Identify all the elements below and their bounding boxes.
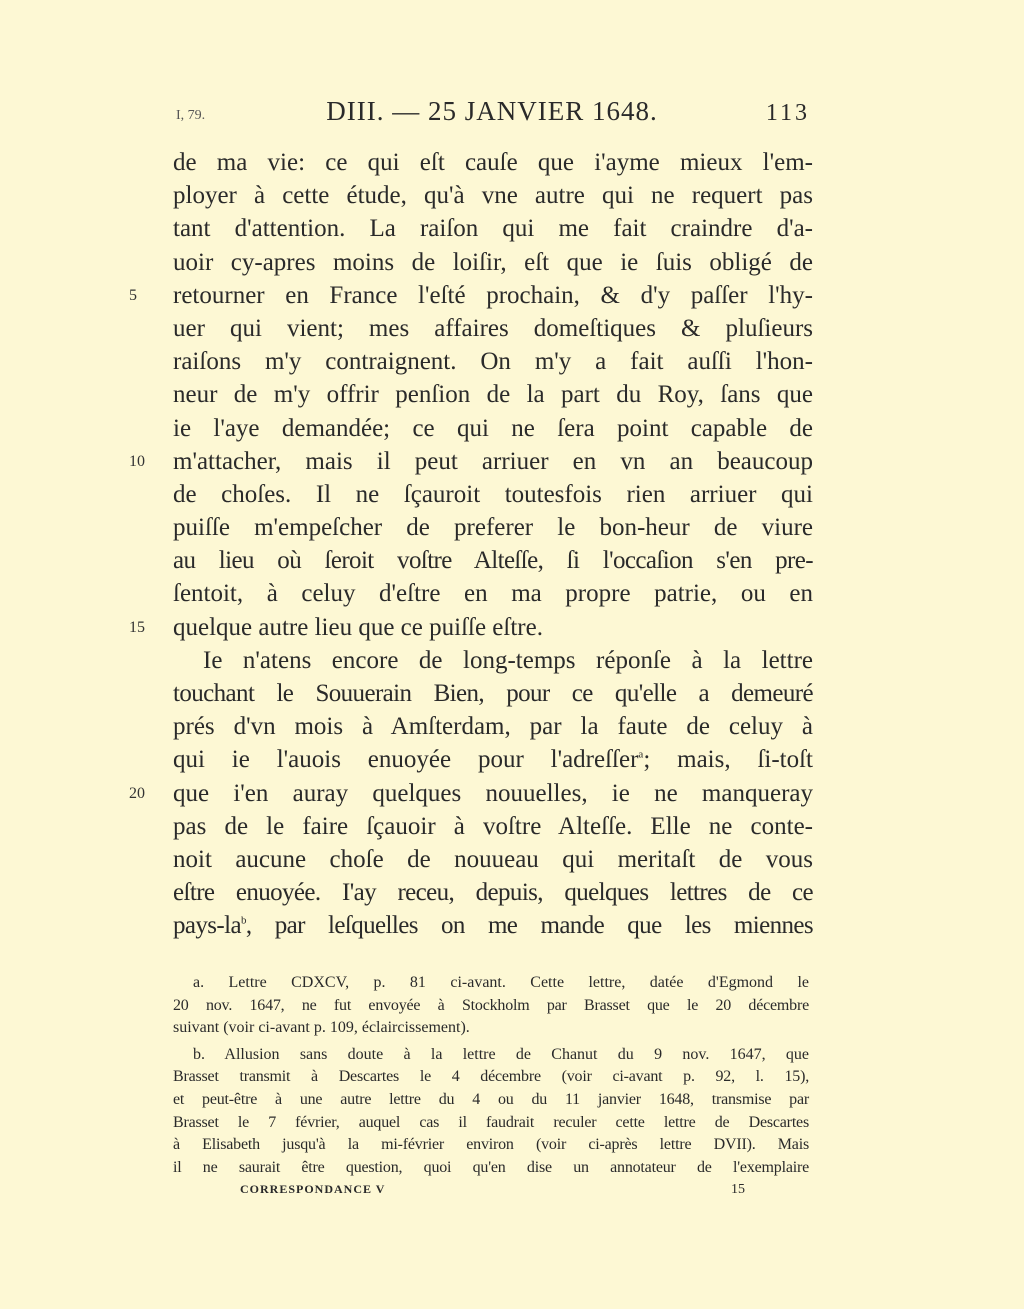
letter-text xyxy=(129,146,814,943)
header-reference: I, 79. xyxy=(176,108,206,123)
line-number: 5 xyxy=(129,286,137,304)
footnote-line: suivant (voir ci-avant p. 109, éclaircissement). xyxy=(173,1019,470,1037)
text-line: 20 que i'en auray quelques nouuelles, ie ne manqueray xyxy=(173,777,813,810)
line-number: 15 xyxy=(129,618,145,636)
text-line: au lieu où ſeroit voſtre Alteſſe, ſi l'occaſion s'en pre- xyxy=(173,547,813,575)
text-line: 15 quelque autre lieu que ce puiſſe eſtre. xyxy=(173,611,813,644)
footnote-line: Brasset transmit à Descartes le 4 décembre (voir ci-avant p. 92, l. 15), xyxy=(173,1068,809,1086)
text-line: touchant le Souuerain Bien, pour ce qu'elle a demeuré xyxy=(173,680,813,707)
text-line: pas de le faire ſçauoir à voſtre Alteſſe. Elle ne conte- xyxy=(173,812,813,840)
footnote-line: 20 nov. 1647, ne fut envoyée à Stockholm par Brasset que le 20 décembre xyxy=(173,996,809,1014)
text-line: 5 retourner en France l'eſté prochain, & d'y paſſer l'hy- xyxy=(173,279,813,312)
text-line: prés d'vn mois à Amſterdam, par la faute de celuy à xyxy=(173,713,813,741)
footnote-line: Brasset le 7 février, auquel cas il faudrait reculer cette lettre de Descartes xyxy=(173,1113,809,1131)
text-line: de choſes. Il ne ſçauroit toutesfois rien arriuer qui xyxy=(173,480,813,508)
text-line: ployer à cette étude, qu'à vne autre qui ne requert pas xyxy=(173,182,813,210)
text-line: raiſons m'y contraignent. On m'y a fait auſſi l'hon- xyxy=(173,348,813,376)
text-line: tant d'attention. La raiſon qui me fait craindre d'a- xyxy=(173,215,813,243)
text-line: Ie n'atens encore de long-temps réponſe à la lettre xyxy=(203,646,813,674)
footnote-line: à Elisabeth jusqu'à la mi-février environ (voir ci-après lettre DVII). Mais xyxy=(173,1136,809,1154)
text-line: noit aucune choſe de nouueau qui meritaſt de vous xyxy=(173,845,813,873)
text-line: pays-$la^b$, par leſquelles on me mande que les miennes xyxy=(173,912,813,940)
sheet-number: 15 xyxy=(731,1182,745,1197)
text-line: neur de m'y offrir penſion de la part du Roy, ſans que xyxy=(173,381,813,409)
line-number: 10 xyxy=(129,452,145,470)
text-line: ſentoit, à celuy d'eſtre en ma propre patrie, ou en xyxy=(173,580,813,608)
signature-mark: CORRESPONDANCE V xyxy=(240,1182,386,1196)
text-line: de ma vie: ce qui eſt cauſe que i'ayme mieux l'em- xyxy=(173,149,813,176)
footnotes xyxy=(173,972,809,1179)
text-line: uoir cy-apres moins de loiſir, eſt que ie ſuis obligé de xyxy=(173,248,813,276)
page-number: 113 xyxy=(765,100,810,126)
text-line: 10 m'attacher, mais il peut arriuer en vn an beaucoup xyxy=(173,445,813,478)
header-title: DIII. — 25 JANVIER 1648. xyxy=(326,96,658,126)
footnote-marker: a xyxy=(638,749,644,762)
line-number: 20 xyxy=(129,784,145,802)
footnote-line: b. Allusion sans doute à la lettre de Chanut du 9 nov. 1647, que xyxy=(193,1045,809,1063)
footnote-line: il ne saurait être question, quoi qu'en dise un annotateur de l'exemplaire xyxy=(173,1158,809,1176)
text-line: eſtre enuoyée. I'ay receu, depuis, quelques lettres de ce xyxy=(173,879,813,907)
page-footer xyxy=(240,1182,745,1204)
footnote-line: a. Lettre CDXCV, p. 81 ci-avant. Cette lettre, datée d'Egmond le xyxy=(193,974,809,991)
text-line: ie l'aye demandée; ce qui ne ſera point capable de xyxy=(173,414,813,442)
footnote-line: et peut-être à une autre lettre du 4 ou du 11 janvier 1648, transmise par xyxy=(173,1090,809,1108)
text-line: puiſſe m'empeſcher de preferer le bon-heur de viure xyxy=(173,514,813,542)
footnote-marker: b xyxy=(241,914,246,927)
text-line: uer qui vient; mes affaires domeſtiques & pluſieurs xyxy=(173,314,813,342)
text-line: qui ie l'auois enuoyée pour l'adreſſer$^a$; mais, ſi-toſt xyxy=(173,746,814,774)
page-header xyxy=(170,96,814,136)
